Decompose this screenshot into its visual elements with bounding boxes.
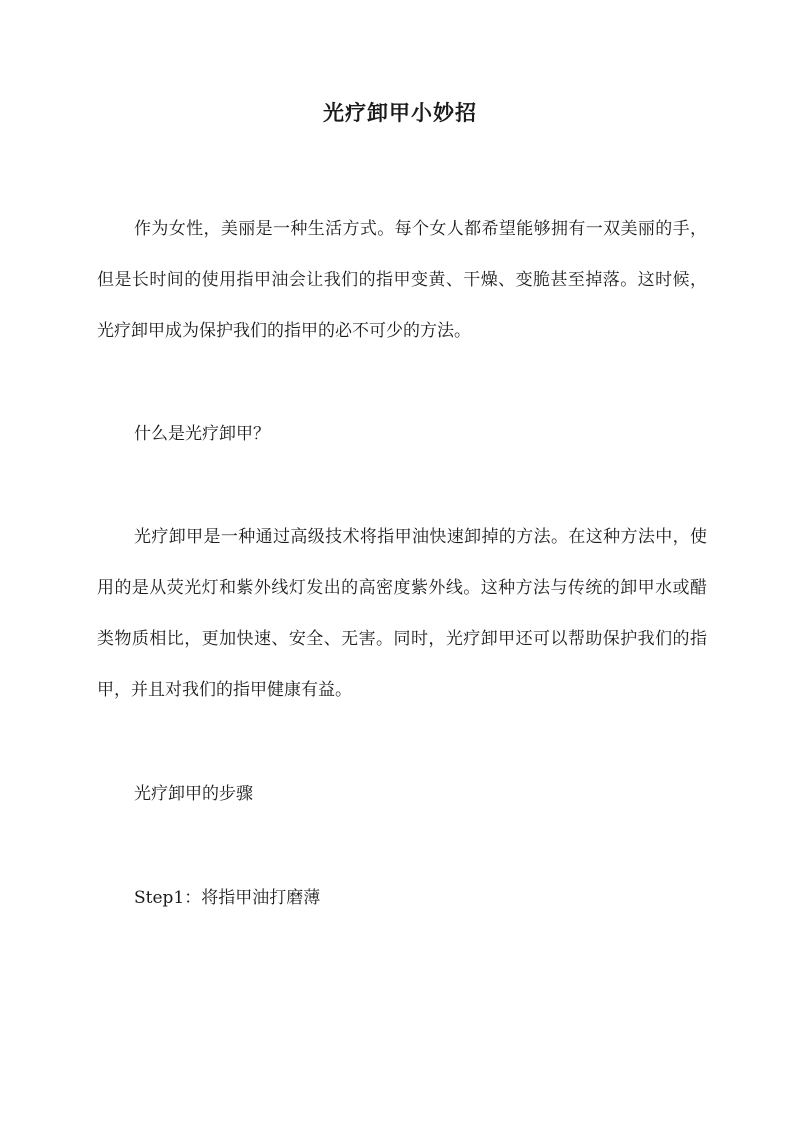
section-paragraph-what: 光疗卸甲是一种通过高级技术将指甲油快速卸掉的方法。在这种方法中，使用的是从荧光灯和紫外线灯发出的高密度紫外线。这种方法与传统的卸甲水或醋类物质相比，更加快速、安全、无害。同时，光疗卸甲还可以帮助保护我们的指甲，并且对我们的指甲健康有益。 [97,527,707,700]
section-heading-steps: 光疗卸甲的步骤 [134,784,253,804]
step-1-text: Step1：将指甲油打磨薄 [134,888,321,908]
section-heading-what: 什么是光疗卸甲？ [134,424,270,444]
document-title: 光疗卸甲小妙招 [323,100,477,125]
intro-paragraph: 作为女性，美丽是一种生活方式。每个女人都希望能够拥有一双美丽的手，但是长时间的使用指甲油会让我们的指甲变黄、干燥、变脆甚至掉落。这时候，光疗卸甲成为保护我们的指甲的必不可少的方法。 [97,219,707,341]
